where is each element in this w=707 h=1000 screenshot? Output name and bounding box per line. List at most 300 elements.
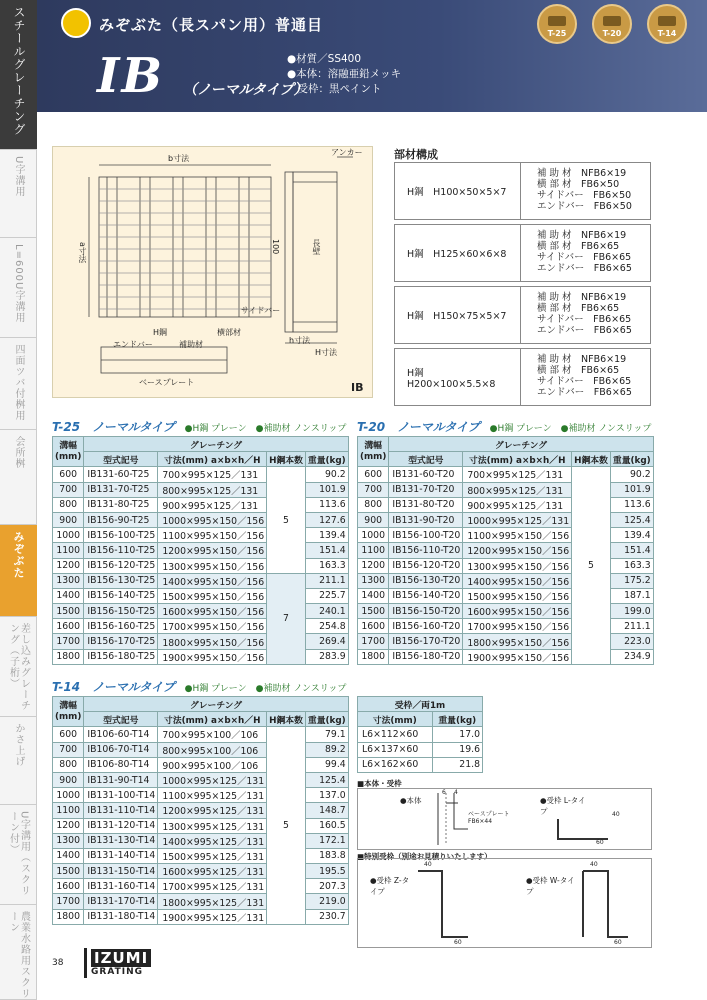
cell-size: 800×995×125／131 <box>463 482 572 497</box>
cell-size: 1500×995×150／156 <box>463 588 572 603</box>
cell-model: IB131-70-T25 <box>84 482 158 497</box>
cell-width: 1600 <box>358 619 389 634</box>
label-cross: 横部材 <box>217 328 241 337</box>
sidebar-tab-label: 農業水路用スクリーン <box>7 911 30 999</box>
bom-row <box>394 286 651 344</box>
sidebar-tab-label: 会所桝 <box>13 436 24 469</box>
brand-name: IZUMI <box>91 949 151 967</box>
t25-title: T-25 ノーマルタイプ ●H鋼 プレーン ●補助材 ノンスリップ <box>52 420 347 434</box>
cell-model: IB156-110-T25 <box>84 543 158 558</box>
spec-list <box>287 52 401 97</box>
frame-size: L6×137×60 <box>358 742 433 757</box>
cell-width: 800 <box>53 757 84 772</box>
cell-width: 1300 <box>53 573 84 588</box>
bom-part: 横 部 材 FB6×65 <box>537 365 620 376</box>
frame-weight: 19.6 <box>432 742 482 757</box>
sidebar-tab[interactable] <box>0 717 37 805</box>
bom-part: 補 助 材 NFB6×19 <box>537 230 627 241</box>
spec-frame: 受枠：黒ペイント <box>287 83 382 95</box>
page-number: 38 <box>52 958 64 968</box>
bom-part: エンドバー FB6×50 <box>537 201 632 212</box>
cell-weight: 283.9 <box>305 649 348 664</box>
baseplate-label: ベースプレート FB6×44 <box>468 811 510 825</box>
page-header <box>37 0 707 112</box>
cell-weight: 101.9 <box>305 482 348 497</box>
sidebar-tab[interactable] <box>0 525 37 617</box>
bom-row <box>394 162 651 220</box>
sidebar-tab-label: スチールグレーチング <box>12 6 26 136</box>
dim-40a: 40 <box>612 811 620 818</box>
dim-4: 4 <box>454 789 458 796</box>
bom-parts <box>521 163 650 219</box>
frame-weight: 21.8 <box>432 757 482 772</box>
cell-width: 900 <box>358 512 389 527</box>
cell-size: 900×995×125／131 <box>463 497 572 512</box>
header-weight: 重量(kg) <box>305 452 348 467</box>
bom-hbeam: H鋼 H125×60×6×8 <box>395 225 521 281</box>
cell-weight: 269.4 <box>305 634 348 649</box>
sidebar <box>0 0 37 1000</box>
t20-title: T-20 ノーマルタイプ ●H鋼 プレーン ●補助材 ノンスリップ <box>357 420 652 434</box>
sidebar-tab[interactable] <box>0 338 37 430</box>
cell-model: IB156-120-T25 <box>84 558 158 573</box>
frame-z-label: ●受枠 Z-タイプ <box>370 876 410 896</box>
cell-model: IB131-90-T14 <box>84 772 158 787</box>
cell-size: 1200×995×150／156 <box>463 543 572 558</box>
label-h: h寸法 <box>289 336 311 345</box>
header-width: 溝幅 (mm) <box>358 437 389 467</box>
cell-count: 5 <box>267 727 306 924</box>
sidebar-tab-label: U字溝用 <box>13 156 24 198</box>
table-row <box>358 742 483 757</box>
cell-count: 7 <box>267 573 306 664</box>
cell-weight: 90.2 <box>305 467 348 482</box>
cell-size: 1100×995×150／156 <box>158 528 267 543</box>
cell-width: 800 <box>358 497 389 512</box>
bom-part: サイドバー FB6×65 <box>537 376 632 387</box>
bom-hbeam: H鋼 H150×75×5×7 <box>395 287 521 343</box>
header-count: H鋼本数 <box>572 452 611 467</box>
cell-width: 1500 <box>358 604 389 619</box>
frame-size: L6×162×60 <box>358 757 433 772</box>
cell-model: IB131-130-T14 <box>84 833 158 848</box>
cell-size: 1800×995×125／131 <box>158 894 267 909</box>
cell-model: IB156-160-T25 <box>84 619 158 634</box>
header-width: 溝幅 (mm) <box>53 697 84 727</box>
cell-size: 700×995×125／131 <box>158 467 267 482</box>
bom-part: 横 部 材 FB6×65 <box>537 303 620 314</box>
table-row <box>358 727 483 742</box>
bom-hbeam: H鋼 H200×100×5.5×8 <box>395 349 521 405</box>
cell-weight: 183.8 <box>305 848 348 863</box>
frame-header-weight: 重量(kg) <box>432 712 482 727</box>
cell-width: 1400 <box>53 588 84 603</box>
cell-width: 1800 <box>53 909 84 924</box>
cell-width: 1300 <box>53 833 84 848</box>
t14-table <box>52 696 349 925</box>
cell-model: IB156-110-T20 <box>389 543 463 558</box>
bom-part: 補 助 材 NFB6×19 <box>537 168 627 179</box>
t20-table <box>357 436 654 665</box>
category-icon <box>61 8 91 38</box>
label-baseplate: ベースプレート <box>139 378 195 387</box>
cell-count: 5 <box>267 467 306 573</box>
cell-width: 1200 <box>53 558 84 573</box>
cell-width: 800 <box>53 497 84 512</box>
label-H: H寸法 <box>315 348 338 357</box>
label-aux: 補助材 <box>179 340 203 349</box>
special-drawing <box>358 859 651 947</box>
cell-size: 1900×995×150／156 <box>158 649 267 664</box>
cell-model: IB131-150-T14 <box>84 864 158 879</box>
header-weight: 重量(kg) <box>305 712 348 727</box>
cell-model: IB156-90-T25 <box>84 512 158 527</box>
cell-size: 1600×995×150／156 <box>463 604 572 619</box>
label-a: a寸法 <box>78 242 87 263</box>
bom-parts <box>521 349 650 405</box>
page-title: みぞぶた（長スパン用）普通目 <box>99 16 324 34</box>
frame-weight: 17.0 <box>432 727 482 742</box>
cell-width: 600 <box>358 467 389 482</box>
cell-weight: 195.5 <box>305 864 348 879</box>
cell-weight: 254.8 <box>305 619 348 634</box>
table-row <box>358 467 654 482</box>
cell-width: 1500 <box>53 864 84 879</box>
cell-weight: 223.0 <box>610 634 653 649</box>
special-title: ■特別受枠（別途お見積りいたします） <box>357 852 492 861</box>
cell-weight: 151.4 <box>610 543 653 558</box>
cell-width: 900 <box>53 772 84 787</box>
cell-size: 1100×995×150／156 <box>463 528 572 543</box>
spec-body: ●本体：溶融亜鉛メッキ <box>287 68 402 80</box>
bom-part: 補 助 材 NFB6×19 <box>537 292 627 303</box>
cell-model: IB131-60-T20 <box>389 467 463 482</box>
cell-weight: 127.6 <box>305 512 348 527</box>
table-row <box>358 757 483 772</box>
cell-size: 1200×995×150／156 <box>158 543 267 558</box>
sidebar-tab[interactable] <box>0 805 37 905</box>
cell-size: 1700×995×150／156 <box>463 619 572 634</box>
cell-weight: 151.4 <box>305 543 348 558</box>
t25-table <box>52 436 349 665</box>
cell-size: 1700×995×125／131 <box>158 879 267 894</box>
cell-model: IB106-60-T14 <box>84 727 158 742</box>
label-endbar: エンドバー <box>113 340 153 349</box>
sidebar-tab[interactable] <box>0 905 37 1000</box>
cell-weight: 89.2 <box>305 742 348 757</box>
cell-model: IB131-60-T25 <box>84 467 158 482</box>
cell-size: 1000×995×150／156 <box>158 512 267 527</box>
cell-weight: 163.3 <box>305 558 348 573</box>
cell-size: 1500×995×125／131 <box>158 848 267 863</box>
cell-weight: 99.4 <box>305 757 348 772</box>
cell-model: IB131-70-T20 <box>389 482 463 497</box>
cell-size: 1700×995×150／156 <box>158 619 267 634</box>
cell-width: 1700 <box>53 634 84 649</box>
cell-width: 1100 <box>53 543 84 558</box>
label-anchor: アンカー <box>331 148 363 157</box>
dim-6: 6 <box>442 789 446 796</box>
cell-size: 1300×995×150／156 <box>158 558 267 573</box>
cell-width: 1000 <box>358 528 389 543</box>
brand-sub: GRATING <box>91 967 143 977</box>
cell-model: IB131-140-T14 <box>84 848 158 863</box>
cell-size: 1400×995×150／156 <box>158 573 267 588</box>
cell-width: 700 <box>53 482 84 497</box>
sidebar-tab-label: 四面ツバ付桝用 <box>13 344 24 421</box>
table-row <box>53 467 349 482</box>
bom-part: エンドバー FB6×65 <box>537 263 632 274</box>
cell-model: IB156-150-T20 <box>389 604 463 619</box>
cell-size: 800×995×100／106 <box>158 742 267 757</box>
cell-width: 1200 <box>53 818 84 833</box>
cell-width: 900 <box>53 512 84 527</box>
sidebar-tab-label: かさ上げ <box>13 723 24 767</box>
cell-weight: 230.7 <box>305 909 348 924</box>
cell-model: IB131-180-T14 <box>84 909 158 924</box>
cell-size: 900×995×125／131 <box>158 497 267 512</box>
cell-width: 1200 <box>358 558 389 573</box>
bom-title: 部材構成 <box>394 148 438 161</box>
body-label: ●本体 <box>400 796 422 805</box>
cell-model: IB106-80-T14 <box>84 757 158 772</box>
cell-model: IB156-140-T20 <box>389 588 463 603</box>
cell-weight: 225.7 <box>305 588 348 603</box>
cell-model: IB156-100-T20 <box>389 528 463 543</box>
label-hbeam: H鋼 <box>153 328 168 337</box>
sidebar-tab[interactable] <box>0 238 37 338</box>
cell-weight: 137.0 <box>305 788 348 803</box>
cell-width: 1000 <box>53 528 84 543</box>
sidebar-tab[interactable] <box>0 430 37 525</box>
bom-table <box>394 162 651 410</box>
label-b: b寸法 <box>168 154 190 163</box>
cell-width: 1100 <box>358 543 389 558</box>
truck-t20-icon: T-20 <box>592 4 632 44</box>
header-model: 型式記号 <box>84 712 158 727</box>
details-title: ■本体・受枠 <box>357 779 402 788</box>
cell-size: 1200×995×125／131 <box>158 803 267 818</box>
cell-size: 1500×995×150／156 <box>158 588 267 603</box>
cell-size: 1800×995×150／156 <box>463 634 572 649</box>
cell-weight: 234.9 <box>610 649 653 664</box>
cell-weight: 139.4 <box>305 528 348 543</box>
cell-model: IB131-120-T14 <box>84 818 158 833</box>
spec-material: ●材質／SS400 <box>287 53 362 65</box>
bom-hbeam: H鋼 H100×50×5×7 <box>395 163 521 219</box>
cell-weight: 113.6 <box>305 497 348 512</box>
cell-weight: 163.3 <box>610 558 653 573</box>
bom-parts <box>521 287 650 343</box>
bom-part: エンドバー FB6×65 <box>537 387 632 398</box>
header-size: 寸法(mm) a×b×h／H <box>158 452 267 467</box>
truck-t25-icon: T-25 <box>537 4 577 44</box>
cell-width: 600 <box>53 467 84 482</box>
body-frame-detail <box>357 788 652 850</box>
bom-part: サイドバー FB6×65 <box>537 314 632 325</box>
cell-width: 1500 <box>53 604 84 619</box>
cell-width: 1100 <box>53 803 84 818</box>
bom-parts <box>521 225 650 281</box>
cell-width: 1700 <box>53 894 84 909</box>
header-width: 溝幅 (mm) <box>53 437 84 467</box>
cell-weight: 90.2 <box>610 467 653 482</box>
cell-size: 1000×995×125／131 <box>463 512 572 527</box>
cell-count: 5 <box>572 467 611 664</box>
frame-title: 受枠／両1m <box>358 697 483 712</box>
cell-model: IB156-180-T25 <box>84 649 158 664</box>
cell-model: IB156-180-T20 <box>389 649 463 664</box>
cell-size: 1800×995×150／156 <box>158 634 267 649</box>
bom-row <box>394 348 651 406</box>
cell-model: IB131-80-T20 <box>389 497 463 512</box>
header-size: 寸法(mm) a×b×h／H <box>158 712 267 727</box>
header-size: 寸法(mm) a×b×h／H <box>463 452 572 467</box>
cell-width: 1400 <box>358 588 389 603</box>
frame-size: L6×112×60 <box>358 727 433 742</box>
header-grating: グレーチング <box>389 437 653 452</box>
header-weight: 重量(kg) <box>610 452 653 467</box>
table-row <box>53 573 349 588</box>
cell-weight: 207.3 <box>305 879 348 894</box>
table-row <box>53 727 349 742</box>
cell-weight: 160.5 <box>305 818 348 833</box>
bom-part: 横 部 材 FB6×50 <box>537 179 620 190</box>
model-name: IB <box>97 48 165 104</box>
sidebar-tab-label: みぞぶた <box>12 531 25 579</box>
header-count: H鋼本数 <box>267 712 306 727</box>
cell-width: 1700 <box>358 634 389 649</box>
header-count: H鋼本数 <box>267 452 306 467</box>
cell-size: 1600×995×150／156 <box>158 604 267 619</box>
cell-weight: 187.1 <box>610 588 653 603</box>
header-model: 型式記号 <box>389 452 463 467</box>
cell-weight: 199.0 <box>610 604 653 619</box>
cell-width: 1800 <box>53 649 84 664</box>
cell-model: IB156-170-T25 <box>84 634 158 649</box>
dim-60c: 60 <box>614 939 622 946</box>
cell-weight: 211.1 <box>610 619 653 634</box>
cell-size: 1300×995×125／131 <box>158 818 267 833</box>
cell-width: 1300 <box>358 573 389 588</box>
header-model: 型式記号 <box>84 452 158 467</box>
cell-size: 1100×995×125／131 <box>158 788 267 803</box>
cell-width: 1600 <box>53 619 84 634</box>
sidebar-tab-label: 差し込みグレーチング（子桁） <box>7 623 30 711</box>
cell-weight: 148.7 <box>305 803 348 818</box>
cell-model: IB156-140-T25 <box>84 588 158 603</box>
cell-model: IB156-130-T25 <box>84 573 158 588</box>
dim-40c: 40 <box>590 861 598 868</box>
dim-60a: 60 <box>596 839 604 846</box>
special-frame-detail <box>357 858 652 948</box>
cell-model: IB156-120-T20 <box>389 558 463 573</box>
cell-weight: 125.4 <box>305 772 348 787</box>
sidebar-tab[interactable] <box>0 0 37 150</box>
cell-size: 700×995×125／131 <box>463 467 572 482</box>
cell-size: 1900×995×150／156 <box>463 649 572 664</box>
cell-weight: 139.4 <box>610 528 653 543</box>
cell-model: IB131-170-T14 <box>84 894 158 909</box>
cell-size: 1000×995×125／131 <box>158 772 267 787</box>
cell-width: 1000 <box>53 788 84 803</box>
cell-model: IB156-170-T20 <box>389 634 463 649</box>
sidebar-tab-label: L=600U字溝用 <box>13 244 24 324</box>
bom-row <box>394 224 651 282</box>
cell-model: IB156-150-T25 <box>84 604 158 619</box>
diagram-drawing <box>53 147 374 399</box>
bom-part: エンドバー FB6×65 <box>537 325 632 336</box>
brand-logo <box>84 948 156 978</box>
sidebar-tab[interactable] <box>0 150 37 238</box>
bom-part: サイドバー FB6×65 <box>537 252 632 263</box>
truck-t14-icon: T-14 <box>647 4 687 44</box>
cell-model: IB156-100-T25 <box>84 528 158 543</box>
cell-width: 1600 <box>53 879 84 894</box>
cell-model: IB106-70-T14 <box>84 742 158 757</box>
cell-weight: 101.9 <box>610 482 653 497</box>
label-ib: IB <box>351 381 364 394</box>
grating-diagram <box>52 146 373 398</box>
cell-width: 600 <box>53 727 84 742</box>
cell-width: 700 <box>358 482 389 497</box>
model-subtitle: （ノーマルタイプ） <box>183 82 308 98</box>
cell-size: 1400×995×125／131 <box>158 833 267 848</box>
t14-title: T-14 ノーマルタイプ ●H鋼 プレーン ●補助材 ノンスリップ <box>52 680 347 694</box>
header-grating: グレーチング <box>84 697 348 712</box>
sidebar-tab[interactable] <box>0 617 37 717</box>
cell-weight: 79.1 <box>305 727 348 742</box>
frame-l-label: ●受枠 L-タイプ <box>540 796 586 816</box>
cell-model: IB131-160-T14 <box>84 879 158 894</box>
cell-weight: 113.6 <box>610 497 653 512</box>
bom-part: 補 助 材 NFB6×19 <box>537 354 627 365</box>
label-sidebar: サイドバー <box>241 306 281 315</box>
cell-size: 800×995×125／131 <box>158 482 267 497</box>
frame-w-label: ●受枠 W-タイプ <box>526 876 575 896</box>
cell-model: IB156-130-T20 <box>389 573 463 588</box>
cell-weight: 172.1 <box>305 833 348 848</box>
cell-width: 700 <box>53 742 84 757</box>
cell-width: 1400 <box>53 848 84 863</box>
bom-part: 横 部 材 FB6×65 <box>537 241 620 252</box>
cell-model: IB156-160-T20 <box>389 619 463 634</box>
cell-weight: 175.2 <box>610 573 653 588</box>
bom-part: サイドバー FB6×50 <box>537 190 632 201</box>
cell-weight: 125.4 <box>610 512 653 527</box>
dim-60b: 60 <box>454 939 462 946</box>
label-100: 100 <box>271 239 280 255</box>
cell-model: IB131-90-T20 <box>389 512 463 527</box>
cell-size: 1600×995×125／131 <box>158 864 267 879</box>
cell-size: 700×995×100／106 <box>158 727 267 742</box>
frame-header-size: 寸法(mm) <box>358 712 433 727</box>
frame-table <box>357 696 483 773</box>
cell-size: 1300×995×150／156 <box>463 558 572 573</box>
cell-weight: 211.1 <box>305 573 348 588</box>
cell-width: 1800 <box>358 649 389 664</box>
cell-size: 1900×995×125／131 <box>158 909 267 924</box>
cell-size: 1400×995×150／156 <box>463 573 572 588</box>
cell-model: IB131-100-T14 <box>84 788 158 803</box>
label-wall: 長壁 <box>312 239 321 255</box>
cell-weight: 219.0 <box>305 894 348 909</box>
cell-model: IB131-80-T25 <box>84 497 158 512</box>
dim-40b: 40 <box>424 861 432 868</box>
cell-weight: 240.1 <box>305 604 348 619</box>
header-grating: グレーチング <box>84 437 348 452</box>
cell-size: 900×995×100／106 <box>158 757 267 772</box>
